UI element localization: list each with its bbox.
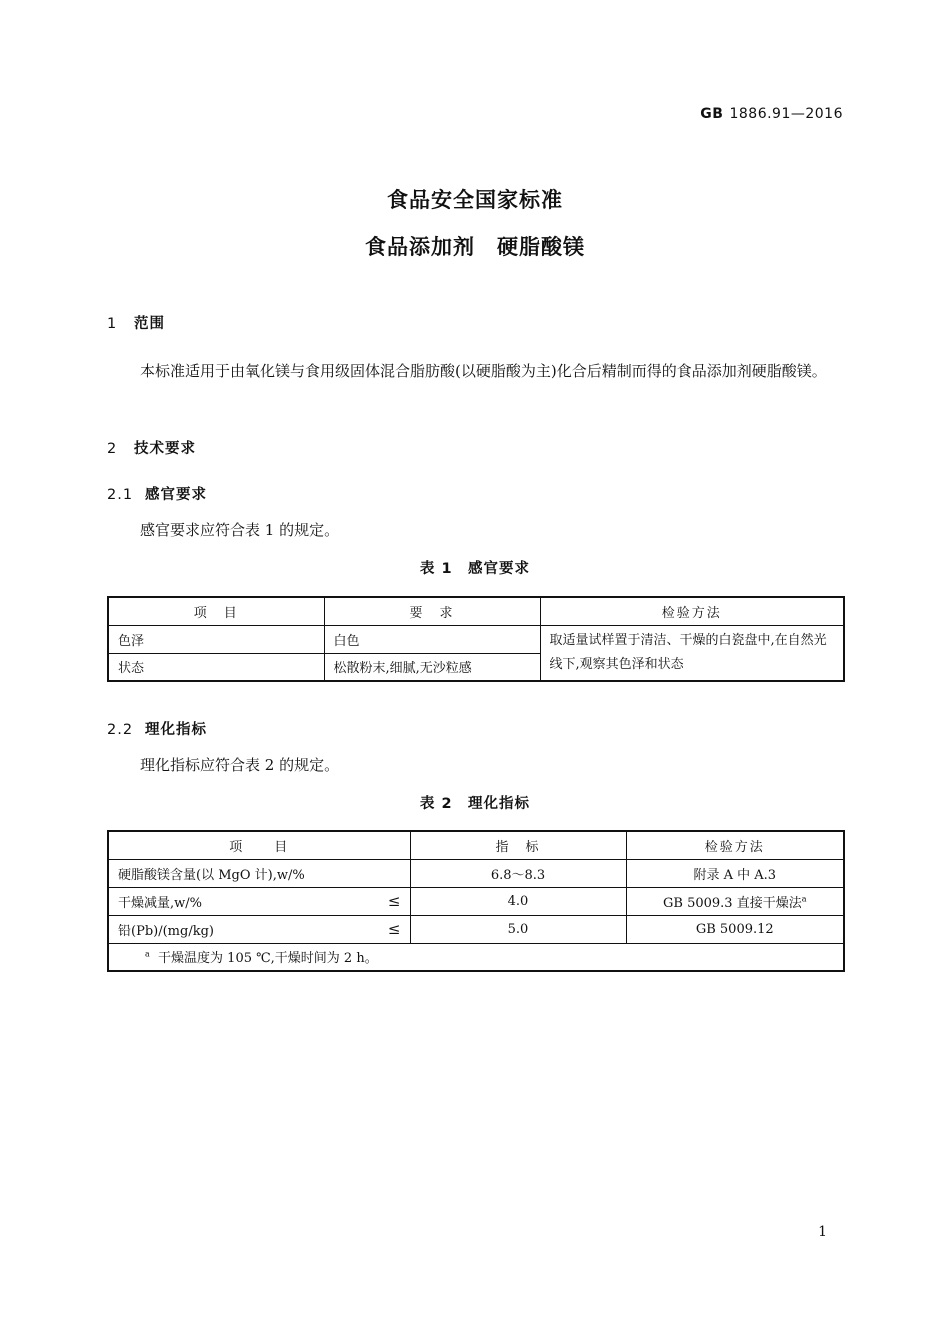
section-2-1-heading [107,483,207,504]
table-2-cell-value: 4.0 [410,887,626,915]
table-2-header-value: 指 标 [410,831,626,859]
footnote-ref: a [801,894,807,904]
table-2-footnote-row [108,943,844,971]
section-2-1-number: 2.1 [107,487,134,503]
footnote-text: 干燥温度为 105 ℃,干燥时间为 2 h。 [158,951,378,967]
page-number: 1 [818,1224,827,1240]
table-2-header-method: 检验方法 [626,831,844,859]
document-subtitle: 食品添加剂 硬脂酸镁 [365,235,585,259]
table-2-cell-value: 5.0 [410,915,626,943]
table-1-cell-item: 状态 [108,653,324,681]
section-1-text: 本标准适用于由氧化镁与食用级固体混合脂肪酸(以硬脂酸为主)化合后精制而得的食品添加剂硬脂酸镁。 [140,362,827,380]
table-row [108,887,844,915]
table-1-caption: 表 1 感官要求 [419,561,531,577]
section-1-heading [107,312,165,333]
section-2-heading [107,437,196,458]
document-title: 食品安全国家标准 [387,188,563,212]
table-2-item-label: 硬脂酸镁含量(以 MgO 计),w/% [118,867,305,883]
method-text: GB 5009.3 直接干燥法 [663,895,802,911]
table-2-cell-method: GB 5009.12 [626,915,844,943]
section-1-number: 1 [107,316,118,332]
footnote-mark: a [145,949,150,959]
standard-prefix: GB [700,106,724,122]
leq-symbol: ≤ [387,891,401,910]
table-2-item-label: 干燥减量,w/% [118,895,202,911]
section-2-2-text: 理化指标应符合表 2 的规定。 [140,756,340,774]
section-2-2-title: 理化指标 [145,722,207,738]
table-1-cell-method: 取适量试样置于清洁、干燥的白瓷盘中,在自然光线下,观察其色泽和状态 [540,625,844,681]
table-1-cell-item: 色泽 [108,625,324,653]
table-2-cell-method: 附录 A 中 A.3 [626,859,844,887]
table-row [108,625,844,653]
table-2-caption: 表 2 理化指标 [419,796,531,812]
section-2-1-title: 感官要求 [145,487,207,503]
table-1-header-requirement: 要 求 [324,597,540,625]
table-1-sensory [107,596,845,682]
table-2-cell-item [108,859,410,887]
table-2-footnote [108,943,844,971]
section-2-2-number: 2.2 [107,722,134,738]
table-2-cell-item [108,887,410,915]
table-2-physicochemical [107,830,845,972]
table-2-cell-method [626,887,844,915]
table-1-cell-requirement: 松散粉末,细腻,无沙粒感 [324,653,540,681]
table-row [108,915,844,943]
table-2-item-label: 铅(Pb)/(mg/kg) [118,923,214,939]
standard-number: 1886.91—2016 [729,106,843,122]
table-1-header-method: 检验方法 [540,597,844,625]
table-1-cell-requirement: 白色 [324,625,540,653]
section-2-title: 技术要求 [134,441,196,457]
standard-code [700,106,843,122]
section-2-number: 2 [107,441,118,457]
section-2-1-text: 感官要求应符合表 1 的规定。 [140,521,340,539]
table-row [108,859,844,887]
table-1-header-item: 项 目 [108,597,324,625]
table-2-cell-item [108,915,410,943]
section-2-2-heading [107,718,207,739]
table-2-header-item: 项 目 [108,831,410,859]
table-2-cell-value: 6.8～8.3 [410,859,626,887]
section-1-title: 范围 [134,316,165,332]
leq-symbol: ≤ [387,919,401,938]
